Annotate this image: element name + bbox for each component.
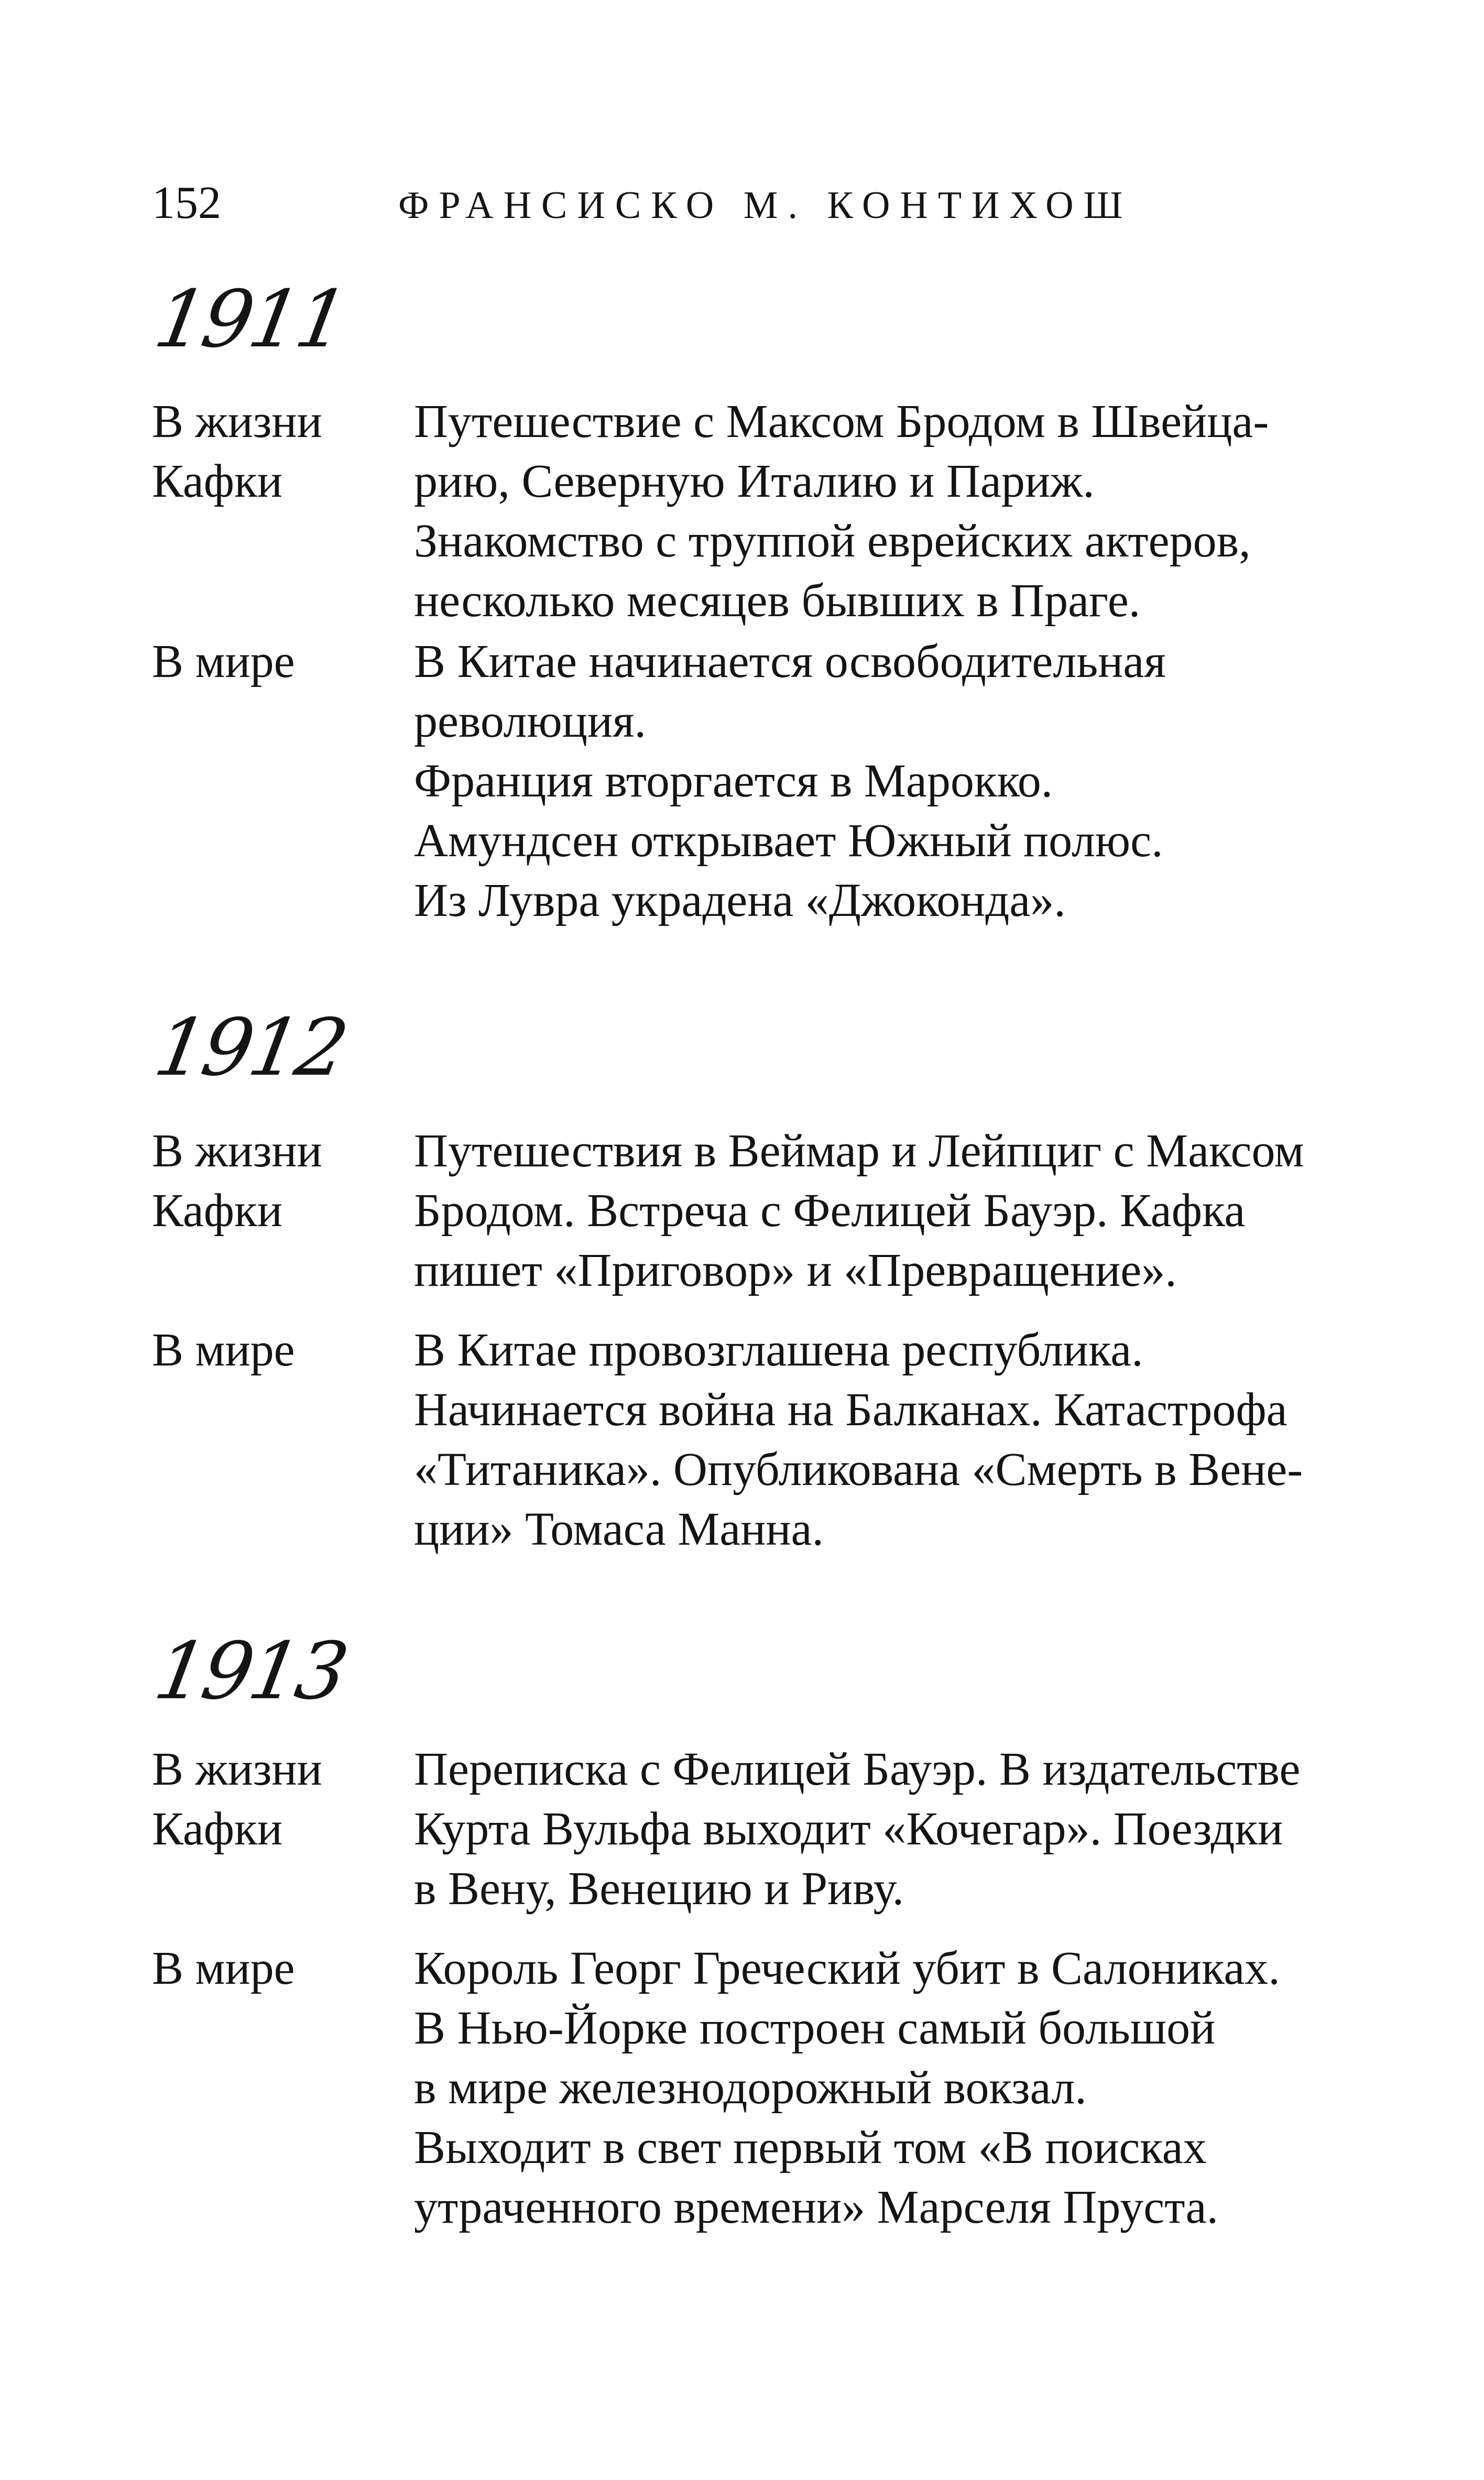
text-line: Амундсен открывает Южный полюс. xyxy=(414,815,1163,867)
entry-text xyxy=(414,392,1378,631)
text-line: Путешествия в Веймар и Лейпциг с Максом xyxy=(414,1125,1304,1177)
text-line: Из Лувра украдена «Джоконда». xyxy=(414,875,1066,926)
text-line: утраченного времени» Марселя Пруста. xyxy=(414,2181,1219,2233)
entry-text xyxy=(414,1939,1378,2237)
year-heading: 1911 xyxy=(148,274,352,365)
text-line: рию, Северную Италию и Париж. xyxy=(414,455,1095,507)
entry-label: В мире xyxy=(152,636,295,687)
entry-text xyxy=(414,1740,1378,1919)
text-line: революция. xyxy=(414,695,647,747)
text-line: Знакомство с труппой еврейских актеров, xyxy=(414,515,1251,567)
entry-text xyxy=(414,1320,1378,1559)
text-line: в Вену, Венецию и Риву. xyxy=(414,1863,904,1915)
running-head xyxy=(152,167,1357,230)
text-line: Король Георг Греческий убит в Салониках. xyxy=(414,1942,1280,1994)
text-line: Начинается война на Балканах. Катастрофа xyxy=(414,1384,1287,1436)
year-heading: 1913 xyxy=(148,1626,352,1717)
text-line: в мире железнодорожный вокзал. xyxy=(414,2062,1087,2114)
text-line: «Титаника». Опубликована «Смерть в Вене- xyxy=(414,1444,1303,1495)
year-heading: 1912 xyxy=(148,1002,352,1094)
text-line: В Китае начинается освободительная xyxy=(414,636,1166,687)
entry-label: В жизни Кафки xyxy=(152,1125,322,1237)
text-line: В Нью-Йорке построен самый большой xyxy=(414,2002,1216,2054)
entry-text xyxy=(414,632,1378,931)
running-head-author: ФРАНСИСКО М. КОНТИХОШ xyxy=(398,184,1133,227)
text-line: В Китае провозглашена республика. xyxy=(414,1324,1143,1376)
text-line: Франция вторгается в Марокко. xyxy=(414,755,1053,807)
text-line: Выходит в свет первый том «В поисках xyxy=(414,2122,1207,2173)
text-line: Путешествие с Максом Бродом в Швейца- xyxy=(414,396,1269,447)
text-line: Переписка с Фелицей Бауэр. В издательстве xyxy=(414,1743,1301,1795)
text-line: пишет «Приговор» и «Превращение». xyxy=(414,1244,1177,1296)
entry-label: В мире xyxy=(152,1942,295,1994)
entry-text xyxy=(414,1121,1378,1301)
entry-label: В мире xyxy=(152,1324,295,1376)
text-line: Курта Вульфа выходит «Кочегар». Поездки xyxy=(414,1803,1283,1855)
text-line: несколько месяцев бывших в Праге. xyxy=(414,575,1141,627)
page-number: 152 xyxy=(152,178,221,228)
entry-label: В жизни Кафки xyxy=(152,1743,322,1855)
text-line: Бродом. Встреча с Фелицей Бауэр. Кафка xyxy=(414,1185,1246,1237)
entry-label: В жизни Кафки xyxy=(152,396,322,507)
text-line: ции» Томаса Манна. xyxy=(414,1503,824,1555)
